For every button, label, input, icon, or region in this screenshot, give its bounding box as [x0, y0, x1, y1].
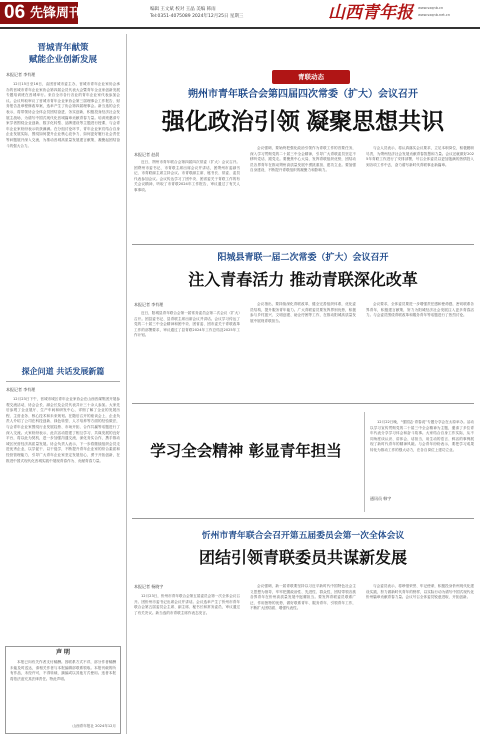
xinzhou-article-col-2: 会议强调，新一届青联要坚持以习近平新时代中国特色社会主义思想为指导，牢牢把握政治性、先进性、群众性，团结带领各族各界青年在忻州高质量发展中挺膺担当。要发挥青联委员联系广泛、作用独特的优势，做好联系青年、服务青年、引领青年工作，不断扩大团结面、增强代表性。: [250, 584, 356, 611]
divider-main-yangao: [132, 244, 474, 245]
section-name: 先锋周刊: [30, 5, 83, 20]
study-article-headline: 学习全会精神 彰显青年担当: [150, 442, 342, 460]
sidebar-article-1-title-1: 晋城青年献策: [37, 43, 89, 53]
main-article-kicker: 朔州市青年联合会第四届四次常委（扩大）会议召开: [188, 89, 418, 100]
main-article-byline: 本报记者 赵晨: [134, 152, 160, 157]
study-article-divider: [364, 412, 365, 512]
header-meta-1: 编辑 王文斌 校对 王晶 美编 韩雨: [150, 7, 216, 12]
yangao-article-col-2: 会议指出，要持续深化青联改革，健全完善组织体系，优化委员结构，提升服务青年能力。广大青联委员要发挥界别优势，积极参与乡村振兴、文明创建、助企纾困等工作，在推动阳城高质量发展中展现青联担当。: [250, 302, 356, 323]
xinzhou-article-col-3: 与会委员表示，将珍惜荣誉、牢记使命，积极投身忻州现代化建设实践，努力做新时代青年的榜样，以实际行动为谱写中国式现代化忻州篇章贡献青春力量。会议号召全体委员锐意进取、开拓创新。: [366, 584, 474, 600]
masthead-logo: 山西青年报: [328, 3, 413, 22]
divider-study-xinzhou: [132, 518, 474, 519]
header-rule: [0, 27, 480, 29]
yangao-article-kicker: 阳城县青联一届二次常委（扩大）会议召开: [217, 253, 389, 263]
xinzhou-article-kicker: 忻州市青年联合会召开第五届委员会第一次全体会议: [201, 531, 405, 541]
sidebar-article-2-title: 探企问道 共话发展新篇: [21, 367, 105, 376]
study-article-body: 12月22日晚，“强国志·青春说”专题分享会在太原举办。活动以学习宣传贯彻党的二十届三中全会精神为主题，邀请了多位青年代表分享学习体会和奋斗故事。大家结合自身工作实际，从不同角度谈认识、讲体会、话担当，用生动的语言、鲜活的事例展现了新时代青年的精神风貌。与会青年纷纷表示，要把学习成果转化为推动工作的强大动力，在各自岗位上建功立业。: [370, 420, 474, 452]
study-article-byline: 通讯员 韩宇: [370, 496, 392, 501]
sidebar-article-1-title-2: 赋能企业创新发展: [28, 55, 97, 65]
sidebar-article-1-body: 12月15日至16日，由团晋城市委主办，晋城市青年企业家协会承办的晋城市青年企业家协会第四届会员代表大会暨青年企业家创新发展专题培训班在晋城举行。来自全市各行各业的青年企业家代表参加会议。会议听取审议了晋城市青年企业家协会第三届理事会工作报告、财务报告及章程修改草案，选举产生了协会第四届理事会。新当选的会长表示，将带领协会全体会员团结奋进、务实创新，积极投身经济社会发展主战场，为谱写中国式现代化晋城篇章贡献青春力量。培训班邀请专家学者围绕企业创新、数字化转型、品牌建设等主题进行授课，与会青年企业家纷纷表示收获满满。在分组讨论环节，青年企业家们结合自身企业发展实际，围绕如何提升企业核心竞争力、如何更好履行社会责任等问题展开深入交流，为推动晋城高质量发展建言献策，凝聚起团结奋斗的强大合力。: [6, 82, 120, 148]
notice-title: 声 明: [55, 649, 71, 656]
main-article-col-1: 近日，朔州市青年联合会第四届四次常委（扩大）会议召开。团朔州市委书记、市青联主席出席会议并讲话，团朔州市委副书记、市青联副主席主持会议。市青联副主席、秘书长、常委、委员代表参加会议。会议传达学习了团中央、团省委关于青联工作的有关会议精神，听取了市青联2024年工作报告，审议通过了有关人事事项。: [134, 160, 240, 192]
xinzhou-article-byline: 本报记者 杨晓宇: [134, 584, 164, 589]
yangao-article-col-1: 近日，阳城县青年联合会第一届常务委员会第二次会议（扩大）召开。团县委书记、县青联主席出席会议并讲话。会议学习传达了党的二十届三中全会精神和团中央、团省委、团市委关于青联改革工作的部署要求，审议通过了县青联2024年工作总结及2025年工作计划。: [134, 311, 240, 338]
domain-left: www.sxqnb.cn: [418, 6, 444, 10]
sidebar-article-2-byline: 本报记者 李有理: [6, 387, 36, 392]
sidebar-article-2-body: 12月23日下午，晋城市城区青年企业家协会在山西晋煤集团开展参观交流活动，协会会长、副会长及会员代表共计三十余人参加。大家先后参观了企业展厅、生产车间和研发中心，详细了解了企业的发展历程、主营业务、核心技术和未来规划。在随后召开的座谈会上，企业负责人介绍了公司在科技创新、绿色转型、人才培养等方面的经验做法，与会青年企业家围绕行业发展趋势、市场开拓、合作共赢等话题进行了深入交流。大家纷纷表示，此次活动搭建了相互学习、共谋发展的良好平台，将以此为契机，进一步加强沟通交流，深化务实合作，携手推动城区民营经济高质量发展。协会负责人表示，下一步将继续组织会员走进优秀企业，以学促干、以干促学，不断提升青年企业家的综合素质和经营管理能力，引导广大青年企业家坚定发展信心，勇于开拓创新，在推进中国式现代化晋城实践中展现青春作为、贡献青春力量。: [6, 397, 120, 463]
xinzhou-article-col-1: 12月23日，忻州市青年联合会第五届委员会第一次全体会议召开。团忻州市委书记出席会议并讲话。会议选举产生了忻州市青年联合会第五届委员会主席、副主席、秘书长和常务委员，审议通过了有关决议。新当选的市青联主席作表态发言。: [134, 594, 240, 615]
yangao-article-headline: 注入青春活力 推动青联深化改革: [188, 270, 418, 289]
main-article-headline: 强化政治引领 凝聚思想共识: [161, 108, 445, 134]
section-badge-label: 青联动态: [298, 73, 324, 81]
notice-body: 本报已向有关作者支付稿酬。因联系方式不详，部分作者稿酬未能及时送达，请相关作者与本报编辑部联系领取。本报刊载的所有作品，未经许可，不得转载、摘编或以其他方式使用。违者本报将依法追究其法律责任。特此声明。: [10, 660, 116, 681]
header-meta-2: Tel:0351-4075089 2024年12月25日 星期三: [150, 14, 244, 19]
sidebar-divider: [126, 34, 127, 734]
main-article-col-2: 会议强调，要始终把强化政治引领作为青联工作的首要任务，深入学习贯彻党的二十届三中全会精神，引导广大青联委员坚定不移听党话、跟党走。要聚焦中心大局，发挥青联组织优势，团结动员各界青年在推动朔州高质量发展中勇挑重担、建功立业。要加强自身建设，不断提升青联组织的凝聚力和影响力。: [250, 146, 356, 173]
sidebar-article-1-byline: 本报记者 李有理: [6, 72, 36, 77]
xinzhou-article-headline: 团结引领青联委员共谋新发展: [198, 548, 407, 567]
yangao-article-byline: 本报记者 李有理: [134, 302, 164, 307]
divider-yangao-study: [132, 403, 474, 404]
yangao-article-col-3: 会议要求，全体委员要进一步增强责任感和使命感，密切联系各界青年，积极建言献策，努力为阳城经济社会发展注入更多青春活力。与会委员围绕青联改革和服务青年等话题进行了热烈讨论。: [366, 302, 474, 318]
sidebar-article-2-rule: [6, 381, 120, 382]
domain-right: www.sxqnb.net.cn: [418, 13, 451, 17]
page-number: 06: [4, 2, 26, 23]
notice-footer: 山西青年报社 2024年12月: [72, 724, 116, 728]
main-article-col-3: 与会人员表示，将认真落实会议要求，立足本职岗位，积极履职尽责，为朔州经济社会发展贡献青春智慧和力量。会议还就做好2025年青联工作进行了安排部署，号召全体委员以更加饱满的热情投入到各项工作中去，奋力谱写新时代青联事业新篇章。: [366, 146, 474, 167]
page-header: [0, 0, 480, 28]
